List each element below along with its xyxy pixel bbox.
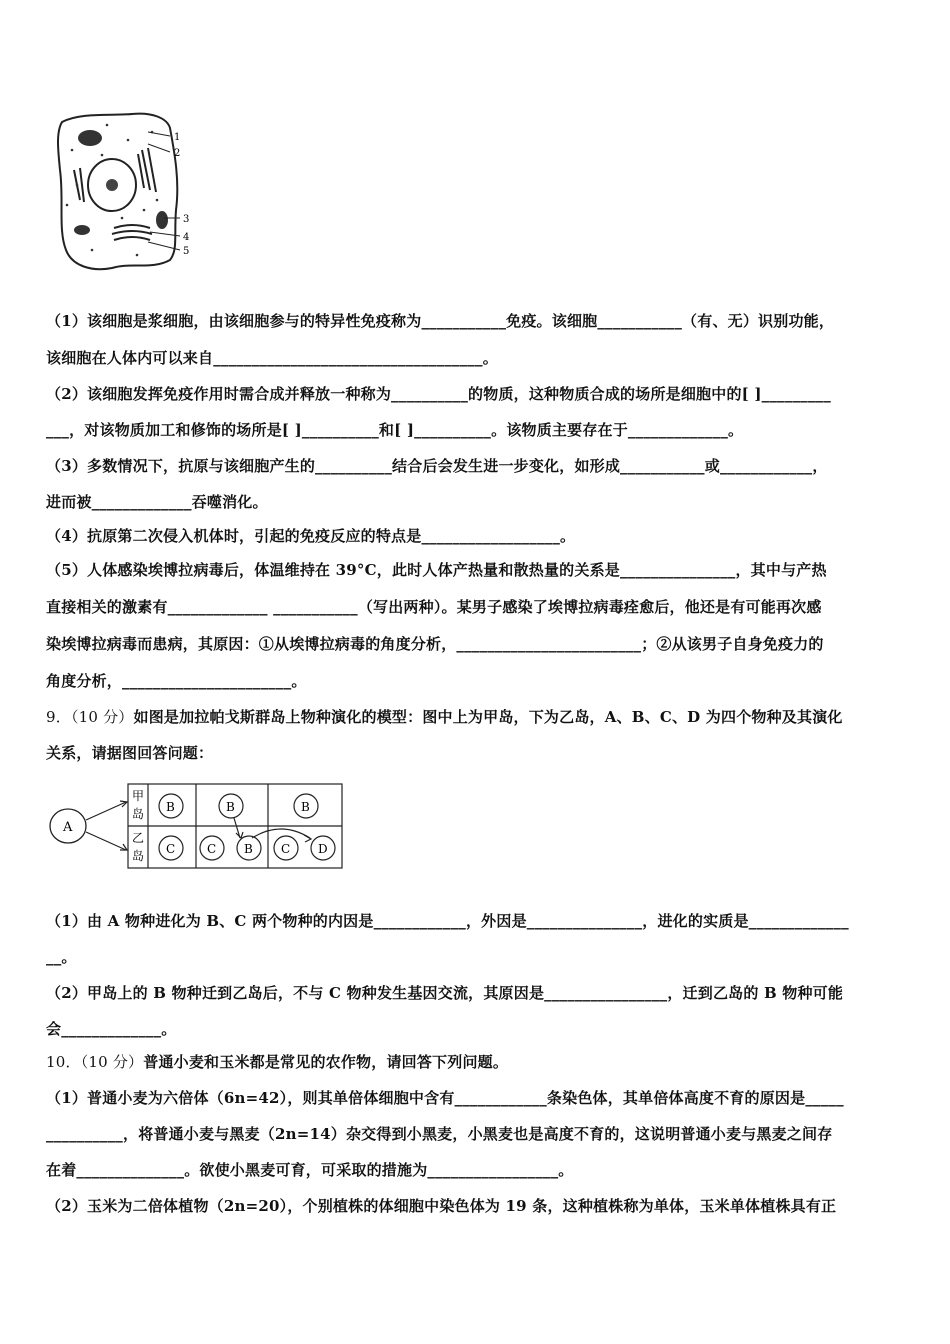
figure-label-1: 1: [174, 132, 181, 143]
top-species-2: B: [226, 800, 235, 814]
species-evolution-figure: [46, 780, 346, 872]
endoplasmic-reticulum: [74, 148, 156, 202]
q8-part3-line2: 进而被_____________吞噬消化。: [46, 493, 268, 511]
q10-score: （10 分）: [80, 1053, 144, 1071]
plasma-cell-figure: [52, 110, 200, 275]
q10-stem-text: 普通小麦和玉米都是常见的农作物，请回答下列问题。: [143, 1053, 509, 1071]
island-yi-char2: 岛: [132, 849, 145, 863]
figure-label-2: 2: [174, 148, 181, 159]
q9-stem-line2: 关系，请据图回答问题：: [46, 744, 214, 762]
figure-label-5: 5: [183, 246, 190, 257]
bottom-species-1: C: [166, 842, 176, 856]
q8-part2-line2: ___，对该物质加工和修饰的场所是[ ]__________和[ ]__________。该物质主要存在于_____________。: [46, 421, 744, 439]
bottom-species-4: C: [281, 842, 291, 856]
golgi-apparatus: [112, 225, 152, 240]
mitochondrion: [156, 211, 168, 229]
q8-part5-line1: （5）人体感染埃博拉病毒后，体温维持在 39°C，此时人体产热量和散热量的关系是_______________，其中与产热: [46, 561, 827, 579]
q9-part1-line2: __。: [46, 948, 77, 966]
q10-part1-line1: （1）普通小麦为六倍体（6n=42），则其单倍体细胞中含有____________条染色体，其单倍体高度不育的原因是_____: [46, 1089, 844, 1107]
q8-part2-line1: （2）该细胞发挥免疫作用时需合成并释放一种称为__________的物质，这种物质合成的场所是细胞中的[ ]_________: [46, 385, 831, 403]
q9-stem-line1: [46, 706, 906, 728]
top-species-3: B: [301, 800, 310, 814]
q9-number: 9．: [46, 708, 71, 726]
q9-stem-text: 如图是加拉帕戈斯群岛上物种演化的模型：图中上为甲岛，下为乙岛，A、B、C、D 为四个物种及其演化: [133, 708, 843, 726]
q8-part1-line2: 该细胞在人体内可以来自___________________________________。: [46, 349, 498, 367]
q9-part1-line1: （1）由 A 物种进化为 B、C 两个物种的内因是____________，外因是_______________，进化的实质是_____________: [46, 912, 849, 930]
nucleolus: [106, 179, 118, 191]
q8-part1-line1: （1）该细胞是浆细胞，由该细胞参与的特异性免疫称为___________免疫。该细胞___________（有、无）识别功能，: [46, 312, 835, 330]
q10-part1-line2: __________，将普通小麦与黑麦（2n=14）杂交得到小黑麦，小黑麦也是高度不育的，这说明普通小麦与黑麦之间存: [46, 1125, 833, 1143]
figure-label-3: 3: [183, 214, 190, 225]
mitochondrion: [78, 130, 102, 146]
q8-part5-line3: 染埃博拉病毒而患病，其原因：①从埃博拉病毒的角度分析，________________________；②从该男子自身免疫力的: [46, 635, 824, 653]
q10-number: 10．: [46, 1053, 81, 1071]
island-jia-char1: 甲: [132, 789, 145, 803]
island-jia-char2: 岛: [132, 807, 145, 821]
island-yi-char1: 乙: [132, 831, 145, 845]
mitochondrion: [74, 225, 90, 235]
q10-part1-line3: 在着______________。欲使小黑麦可育，可采取的措施为_________________。: [46, 1161, 574, 1179]
q10-part2-line1: （2）玉米为二倍体植物（2n=20），个别植株的体细胞中染色体为 19 条，这种植株称为单体，玉米单体植株具有正: [46, 1197, 837, 1215]
figure-label-4: 4: [183, 232, 190, 243]
top-species-1: B: [166, 800, 175, 814]
bottom-species-5: D: [318, 842, 328, 856]
q8-part5-line2: 直接相关的激素有_____________ ___________（写出两种）。某男子感染了埃博拉病毒痊愈后，他还是有可能再次感: [46, 598, 822, 616]
bottom-species-2: C: [207, 842, 217, 856]
q8-part5-line4: 角度分析，______________________。: [46, 672, 307, 690]
q9-score: （10 分）: [70, 708, 134, 726]
cell-membrane: [58, 114, 177, 270]
q9-part2-line1: （2）甲岛上的 B 物种迁到乙岛后，不与 C 物种发生基因交流，其原因是________________，迁到乙岛的 B 物种可能: [46, 984, 844, 1002]
bottom-species-3: B: [244, 842, 253, 856]
q9-part2-line2: 会_____________。: [46, 1020, 177, 1038]
origin-species-label: A: [63, 820, 73, 835]
q8-part4-line1: （4）抗原第二次侵入机体时，引起的免疫反应的特点是__________________。: [46, 527, 576, 545]
q8-part3-line1: （3）多数情况下，抗原与该细胞产生的__________结合后会发生进一步变化，如形成___________或____________，: [46, 457, 828, 475]
q10-stem-line1: [46, 1051, 906, 1073]
